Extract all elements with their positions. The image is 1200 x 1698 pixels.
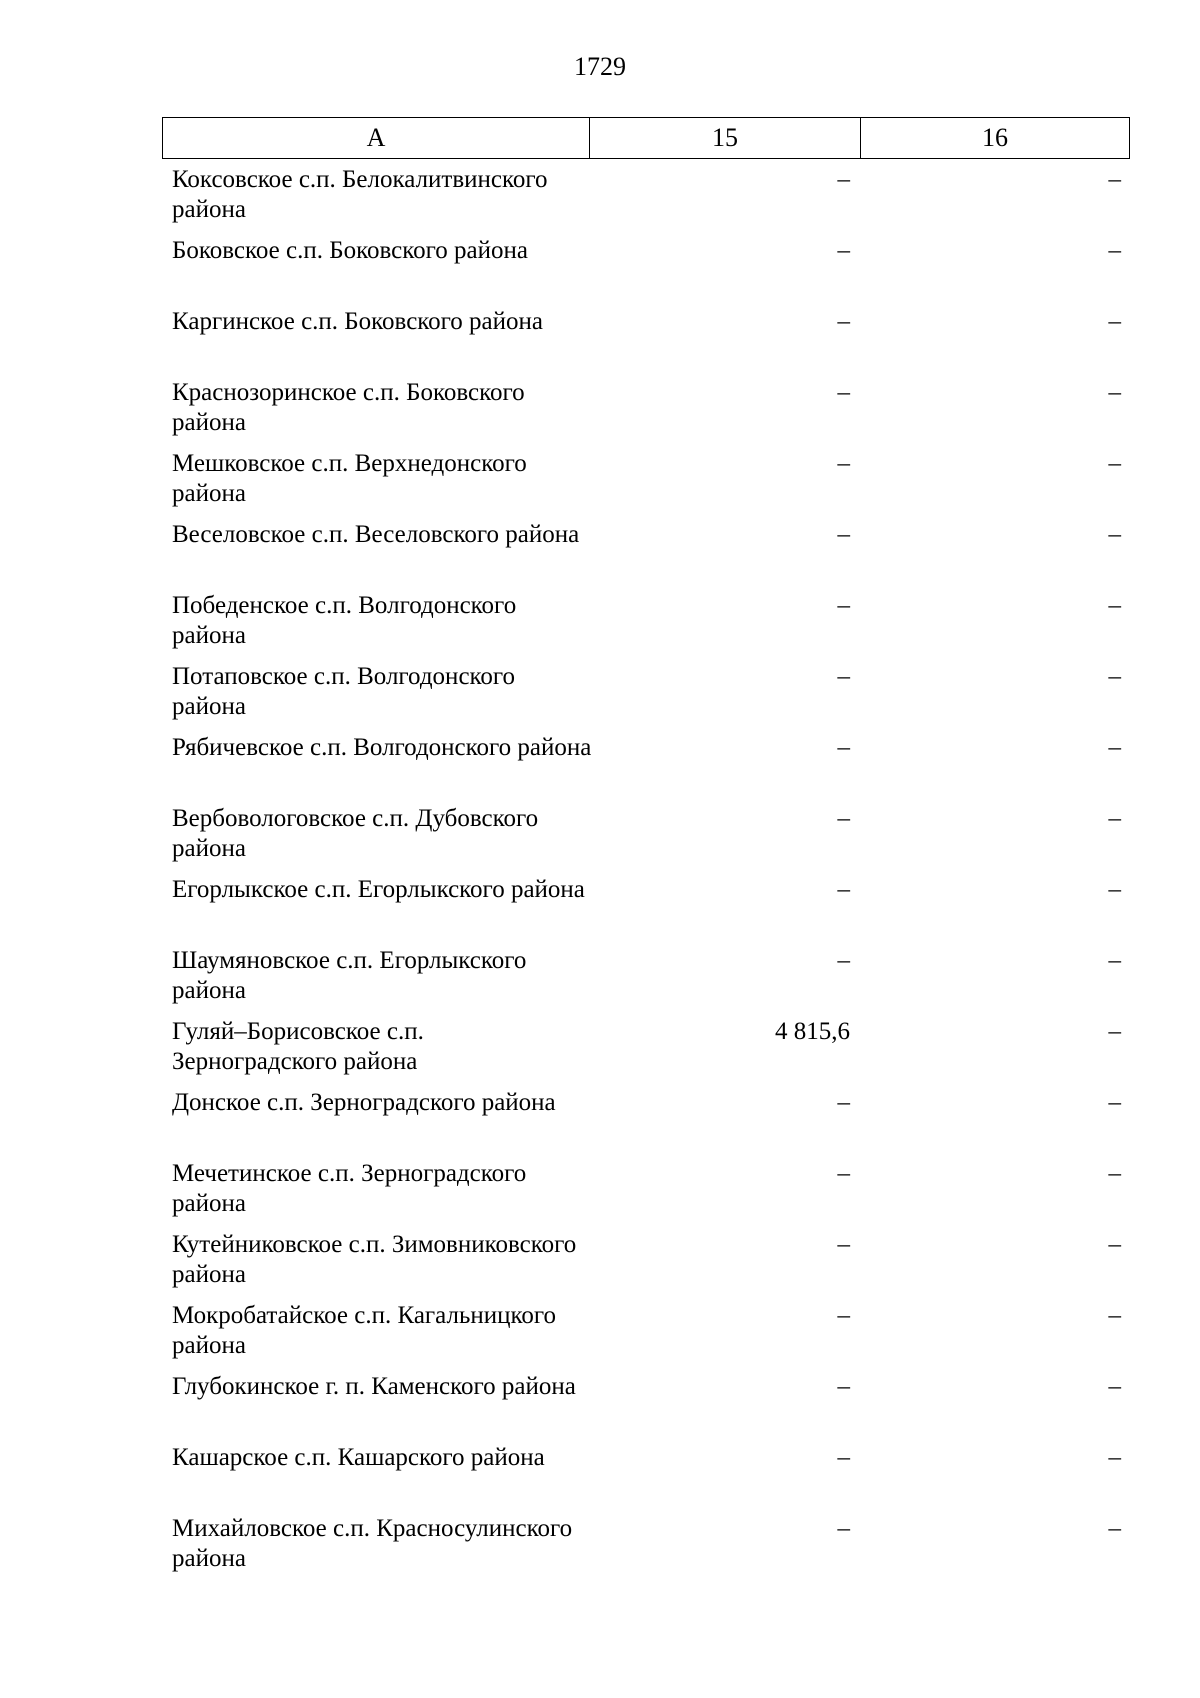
table-row [162, 733, 1130, 804]
value-col-15: – [837, 947, 850, 974]
value-col-15: – [837, 521, 850, 548]
settlement-name: Егорлыкское с.п. Егорлыкского района [172, 876, 585, 903]
table-row [162, 662, 1130, 733]
table-row [162, 236, 1130, 307]
value-col-15: – [837, 1231, 850, 1258]
settlement-name: Кутейниковское с.п. Зимовниковского района [172, 1231, 577, 1288]
value-col-16: – [1108, 663, 1121, 690]
settlement-name: Донское с.п. Зерноградского района [172, 1089, 556, 1116]
value-col-15: 4 815,6 [775, 1018, 850, 1045]
table-row [162, 1443, 1130, 1514]
settlement-name: Веселовское с.п. Веселовского района [172, 521, 580, 548]
table-header [162, 117, 1130, 159]
value-col-15: – [837, 876, 850, 903]
value-col-16: – [1108, 592, 1121, 619]
settlement-name: Михайловское с.п. Красносулинского района [172, 1515, 573, 1572]
value-col-16: – [1108, 805, 1121, 832]
value-col-16: – [1108, 876, 1121, 903]
table-row [162, 1088, 1130, 1159]
value-col-16: – [1108, 1089, 1121, 1116]
table-row [162, 1230, 1130, 1301]
column-header-a: А [163, 118, 590, 158]
value-col-16: – [1108, 237, 1121, 264]
settlement-name: Краснозоринское с.п. Боковского района [172, 379, 525, 436]
value-col-15: – [837, 1444, 850, 1471]
settlement-name: Коксовское с.п. Белокалитвинского района [172, 166, 548, 223]
value-col-16: – [1108, 379, 1121, 406]
value-col-15: – [837, 663, 850, 690]
value-col-16: – [1108, 1515, 1121, 1542]
value-col-16: – [1108, 1444, 1121, 1471]
value-col-15: – [837, 592, 850, 619]
value-col-15: – [837, 1160, 850, 1187]
table-row [162, 946, 1130, 1017]
settlement-name: Гуляй–Борисовское с.п. Зерноградского района [172, 1018, 424, 1075]
settlement-name: Каргинское с.п. Боковского района [172, 308, 543, 335]
table-row [162, 1301, 1130, 1372]
value-col-15: – [837, 734, 850, 761]
value-col-16: – [1108, 450, 1121, 477]
settlement-name: Мешковское с.п. Верхнедонского района [172, 450, 527, 507]
settlement-name: Кашарское с.п. Кашарского района [172, 1444, 545, 1471]
settlement-name: Шаумяновское с.п. Егорлыкского района [172, 947, 527, 1004]
table-row [162, 378, 1130, 449]
value-col-16: – [1108, 308, 1121, 335]
table-row [162, 1372, 1130, 1443]
value-col-16: – [1108, 734, 1121, 761]
settlement-name: Боковское с.п. Боковского района [172, 237, 528, 264]
value-col-16: – [1108, 1231, 1121, 1258]
value-col-15: – [837, 308, 850, 335]
value-col-15: – [837, 805, 850, 832]
column-header-15: 15 [590, 118, 861, 158]
value-col-16: – [1108, 166, 1121, 193]
settlement-name: Победенское с.п. Волгодонского района [172, 592, 517, 649]
settlement-name: Рябичевское с.п. Волгодонского района [172, 734, 592, 761]
value-col-15: – [837, 379, 850, 406]
table-row [162, 307, 1130, 378]
table-row [162, 1159, 1130, 1230]
value-col-15: – [837, 1515, 850, 1542]
value-col-15: – [837, 237, 850, 264]
table-row [162, 449, 1130, 520]
table-row [162, 1514, 1130, 1585]
column-header-16: 16 [982, 123, 1008, 152]
settlement-name: Вербовологовское с.п. Дубовского района [172, 805, 539, 862]
table-body [162, 165, 1130, 1585]
settlement-name: Мечетинское с.п. Зерноградского района [172, 1160, 527, 1217]
value-col-16: – [1108, 1160, 1121, 1187]
table-row [162, 591, 1130, 662]
value-col-16: – [1108, 521, 1121, 548]
value-col-16: – [1108, 1302, 1121, 1329]
table-row [162, 165, 1130, 236]
value-col-16: – [1108, 947, 1121, 974]
value-col-16: – [1108, 1373, 1121, 1400]
settlement-name: Мокробатайское с.п. Кагальницкого района [172, 1302, 557, 1359]
settlement-name: Потаповское с.п. Волгодонского района [172, 663, 516, 720]
value-col-15: – [837, 1373, 850, 1400]
table-row [162, 520, 1130, 591]
value-col-15: – [837, 166, 850, 193]
table-row [162, 804, 1130, 875]
value-col-15: – [837, 1302, 850, 1329]
value-col-15: – [837, 1089, 850, 1116]
value-col-15: – [837, 450, 850, 477]
settlement-name: Глубокинское г. п. Каменского района [172, 1373, 576, 1400]
page-number: 1729 [574, 52, 626, 81]
table-row [162, 1017, 1130, 1088]
value-col-16: – [1108, 1018, 1121, 1045]
table-row [162, 875, 1130, 946]
